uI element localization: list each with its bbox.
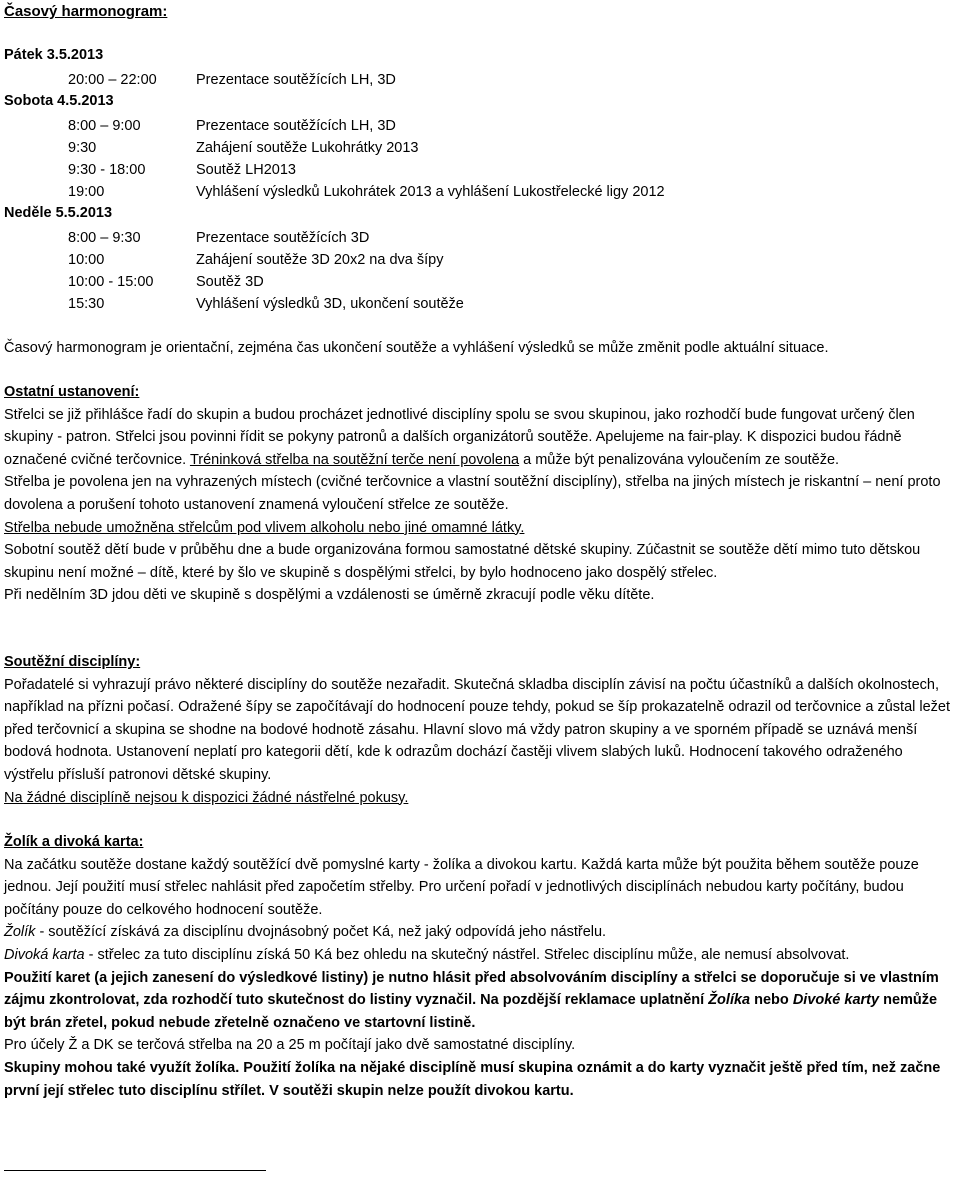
schedule-activity: Zahájení soutěže 3D 20x2 na dva šípy bbox=[196, 252, 444, 268]
joker-term: Žolíka bbox=[708, 992, 751, 1009]
cards-section bbox=[4, 831, 954, 1102]
schedule-note bbox=[4, 337, 954, 360]
schedule-time: 9:30 - 18:00 bbox=[68, 162, 146, 178]
paragraph-text: a může být penalizována vyloučením ze soutěže. bbox=[519, 451, 840, 468]
schedule-activity: Vyhlášení výsledků Lukohrátek 2013 a vyhlášení Lukostřelecké ligy 2012 bbox=[196, 184, 665, 200]
other-provisions-section bbox=[4, 381, 954, 607]
schedule-time: 10:00 - 15:00 bbox=[68, 274, 154, 290]
paragraph-text: nebo bbox=[750, 992, 793, 1009]
joker-term: Žolík bbox=[4, 924, 36, 941]
wild-card-text: - střelec za tuto disciplínu získá 50 Ká bez ohledu na skutečný nástřel. Střelec disciplínu může, ale nemusí absolvovat. bbox=[84, 946, 850, 963]
group-joker-paragraph: Skupiny mohou také využít žolíka. Použití žolíka na nějaké disciplíně musí skupina oznámit a do karty vyznačit ještě před tím, než začne první její střelec tuto disciplínu střílet. V soutěži skupin nelze použít divokou kartu. bbox=[4, 1059, 941, 1099]
schedule-time: 8:00 – 9:00 bbox=[68, 118, 141, 134]
schedule-time: 15:30 bbox=[68, 296, 105, 312]
schedule-time: 8:00 – 9:30 bbox=[68, 230, 141, 246]
target-shooting-paragraph: Pro účely Ž a DK se terčová střelba na 20 a 25 m počítají jako dvě samostatné disciplíny. bbox=[4, 1037, 576, 1054]
schedule-activity: Prezentace soutěžících 3D bbox=[196, 230, 370, 246]
schedule-activity: Soutěž 3D bbox=[196, 274, 264, 290]
schedule-activity: Prezentace soutěžících LH, 3D bbox=[196, 118, 396, 134]
training-restriction-text: Tréninková střelba na soutěžní terče není povolena bbox=[189, 451, 520, 468]
shooting-zones-paragraph: Střelba je povolena jen na vyhrazených místech (cvičné terčovnice a vlastní soutěžní disciplíny), střelba na jiných místech je riskantní – není proto dovolena a porušení tohoto ustanovení znamená vyloučení střelce ze soutěže. bbox=[4, 474, 941, 513]
alcohol-rule-paragraph: Střelba nebude umožněna střelcům pod vlivem alkoholu nebo jiné omamné látky. bbox=[4, 519, 525, 536]
joker-text: - soutěžící získává za disciplínu dvojnásobný počet Ká, než jaký odpovídá jeho nástřelu. bbox=[35, 924, 607, 941]
schedule-time: 19:00 bbox=[68, 184, 105, 200]
wild-card-definition bbox=[4, 944, 954, 967]
paragraph-text: Použití karet (a jejich zanesení do výsledkové listiny) je nutno hlásit před absolvováním disciplíny a střelci se doporučuje si ve vlastním zájmu zkontrolovat, zda rozhodčí tuto skutečnost do listiny vyznačil. Na pozdější reklamace uplatnění bbox=[4, 969, 939, 1009]
schedule-time: 9:30 bbox=[68, 140, 97, 156]
disciplines-heading: Soutěžní disciplíny: bbox=[4, 654, 141, 670]
footnote-separator bbox=[4, 1170, 266, 1171]
schedule-time: 20:00 – 22:00 bbox=[68, 72, 157, 88]
children-saturday-paragraph: Sobotní soutěž dětí bude v průběhu dne a bude organizována formou samostatné dětské skupiny. Zúčastnit se soutěže dětí mimo tuto dětskou skupinu není možné – dítě, které by šlo ve skupině s dospělými střelci, by bylo hodnoceno jako dospělý střelec. bbox=[4, 542, 921, 581]
schedule-note-text: Časový harmonogram je orientační, zejména čas ukončení soutěže a vyhlášení výsledků se může změnit podle aktuální situace. bbox=[4, 340, 829, 356]
children-sunday-paragraph: Při nedělním 3D jdou děti ve skupině s dospělými a vzdálenosti se úměrně zkracují podle věku dítěte. bbox=[4, 587, 655, 604]
schedule-activity: Zahájení soutěže Lukohrátky 2013 bbox=[196, 140, 419, 156]
joker-definition bbox=[4, 921, 954, 944]
schedule-heading: Časový harmonogram: bbox=[4, 3, 168, 20]
paragraph-text: Střelci se již přihlášce řadí do skupin a budou procházet jednotlivé disciplíny spolu se svou skupinou, jako rozhodčí bude fungovat určený člen skupiny - patron. Střelci jsou povinni řídit se pokyny patronů a dalších organizátorů soutěže. Apelujeme na fair-play. K dispozici budou řádně označené cvičné terčovnice. bbox=[4, 406, 915, 468]
schedule-activity: Prezentace soutěžících LH, 3D bbox=[196, 72, 396, 88]
wild-card-term: Divoké karty bbox=[792, 992, 880, 1009]
no-trial-shots-paragraph: Na žádné disciplíně nejsou k dispozici žádné nástřelné pokusy. bbox=[4, 789, 409, 806]
disciplines-paragraph: Pořadatelé si vyhrazují právo některé disciplíny do soutěže nezařadit. Skutečná skladba disciplín závisí na počtu účastníků a dalších okolnostech, například na přízni počasí. Odražené šípy se započítávají do hodnocení pouze tehdy, pokud se šíp prokazatelně odrazil od terčovnice a zůstal ležet před terčovnicí a skupina se shodne na bodové hodnotě zásahu. Hlavní slovo má vždy patron skupiny a ve sporném případě se uznává menší bodová hodnota. Ustanovení neplatí pro kategorii dětí, kde k odrazům dochází častěji vlivem slabých luků. Hodnocení takového odraženého výstřelu přísluší patronovi dětské skupiny. bbox=[4, 676, 951, 783]
cards-intro-paragraph: Na začátku soutěže dostane každý soutěžící dvě pomyslné karty - žolíka a divokou kartu. Každá karta může být použita během soutěže pouze jednou. Její použití musí střelec nahlásit před započetím střelby. Pro určení pořadí v jednotlivých disciplínách nebudou karty počítány, budou počítány pouze do celkového hodnocení soutěže. bbox=[4, 856, 919, 918]
paragraph-text: nemůže být brán zřetel, pokud nebude zřetelně označeno ve startovní listině. bbox=[4, 992, 938, 1031]
wild-card-term: Divoká karta bbox=[4, 946, 85, 963]
cards-heading: Žolík a divoká karta: bbox=[4, 834, 144, 850]
card-reporting-paragraph bbox=[4, 967, 954, 1035]
day-label: Sobota 4.5.2013 bbox=[4, 93, 114, 109]
schedule-activity: Soutěž LH2013 bbox=[196, 162, 296, 178]
day-label: Pátek 3.5.2013 bbox=[4, 47, 104, 63]
other-provisions-heading: Ostatní ustanovení: bbox=[4, 384, 140, 400]
schedule-time: 10:00 bbox=[68, 252, 105, 268]
disciplines-section bbox=[4, 651, 954, 809]
schedule-activity: Vyhlášení výsledků 3D, ukončení soutěže bbox=[196, 296, 464, 312]
day-label: Neděle 5.5.2013 bbox=[4, 205, 113, 221]
other-provisions-paragraph bbox=[4, 404, 954, 472]
